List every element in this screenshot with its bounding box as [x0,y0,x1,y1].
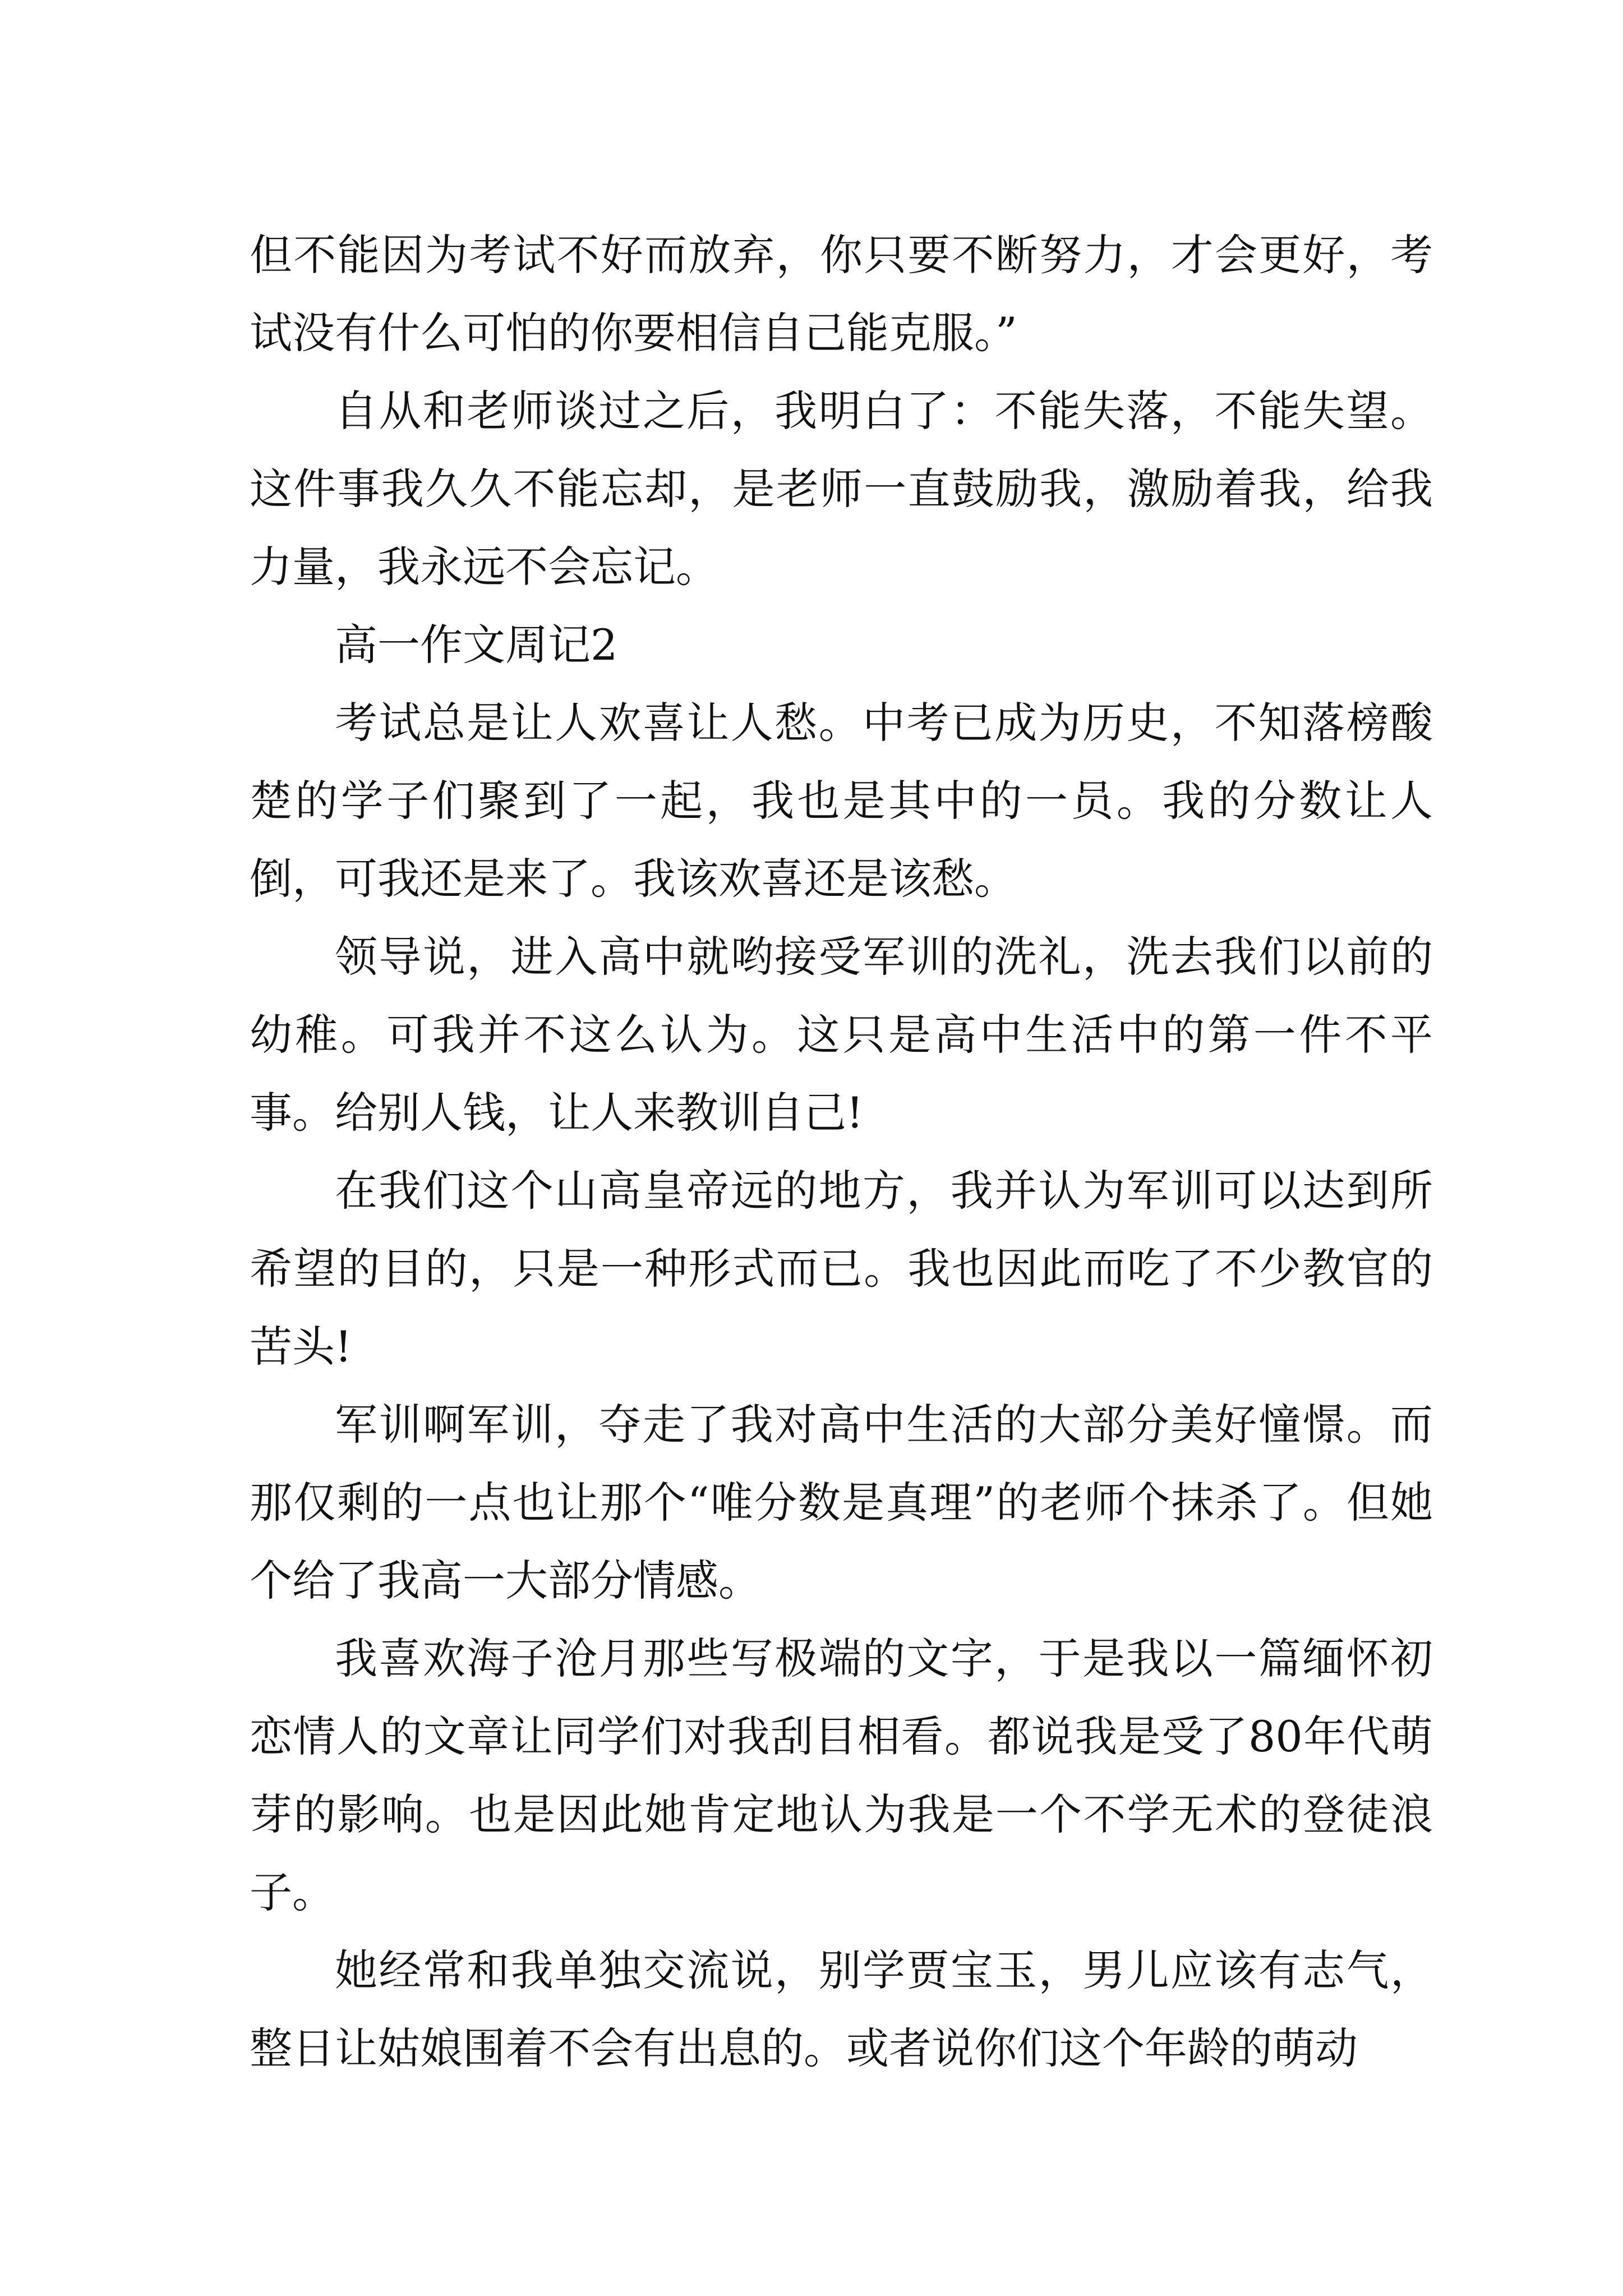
document-body [250,216,1433,2087]
paragraph-exam: 考试总是让人欢喜让人愁。中考已成为历史，不知落榜酸楚的学子们聚到了一起，我也是其中的一员。我的分数让人倒，可我还是来了。我该欢喜还是该愁。 [250,698,1433,904]
paragraph-after-talk: 自从和老师谈过之后，我明白了：不能失落，不能失望。这件事我久久不能忘却，是老师一直鼓励我，激励着我，给我力量，我永远不会忘记。 [250,386,1433,592]
paragraph-military-training: 领导说，进入高中就哟接受军训的洗礼，洗去我们以前的幼稚。可我并不这么认为。这只是高中生活中的第一件不平事。给别人钱，让人来教训自己! [250,932,1433,1138]
paragraph-high-school-life: 军训啊军训，夺走了我对高中生活的大部分美好憧憬。而那仅剩的一点也让那个“唯分数是真理”的老师个抹杀了。但她个给了我高一大部分情感。 [250,1400,1433,1605]
paragraph-teacher-talk: 她经常和我单独交流说，别学贾宝玉，男儿应该有志气，整日让姑娘围着不会有出息的。或者说你们这个年龄的萌动 [250,1945,1433,2073]
paragraph-remote-place: 在我们这个山高皇帝远的地方，我并认为军训可以达到所希望的目的，只是一种形式而已。我也因此而吃了不少教官的苦头! [250,1166,1433,1372]
paragraph-continuation: 但不能因为考试不好而放弃，你只要不断努力，才会更好，考试没有什么可怕的你要相信自己能克服。” [250,230,1433,358]
paragraph-writing: 我喜欢海子沧月那些写极端的文字，于是我以一篇缅怀初恋情人的文章让同学们对我刮目相看。都说我是受了80年代萌芽的影响。也是因此她肯定地认为我是一个不学无术的登徒浪子。 [250,1634,1433,1917]
section-heading: 高一作文周记2 [335,620,618,670]
